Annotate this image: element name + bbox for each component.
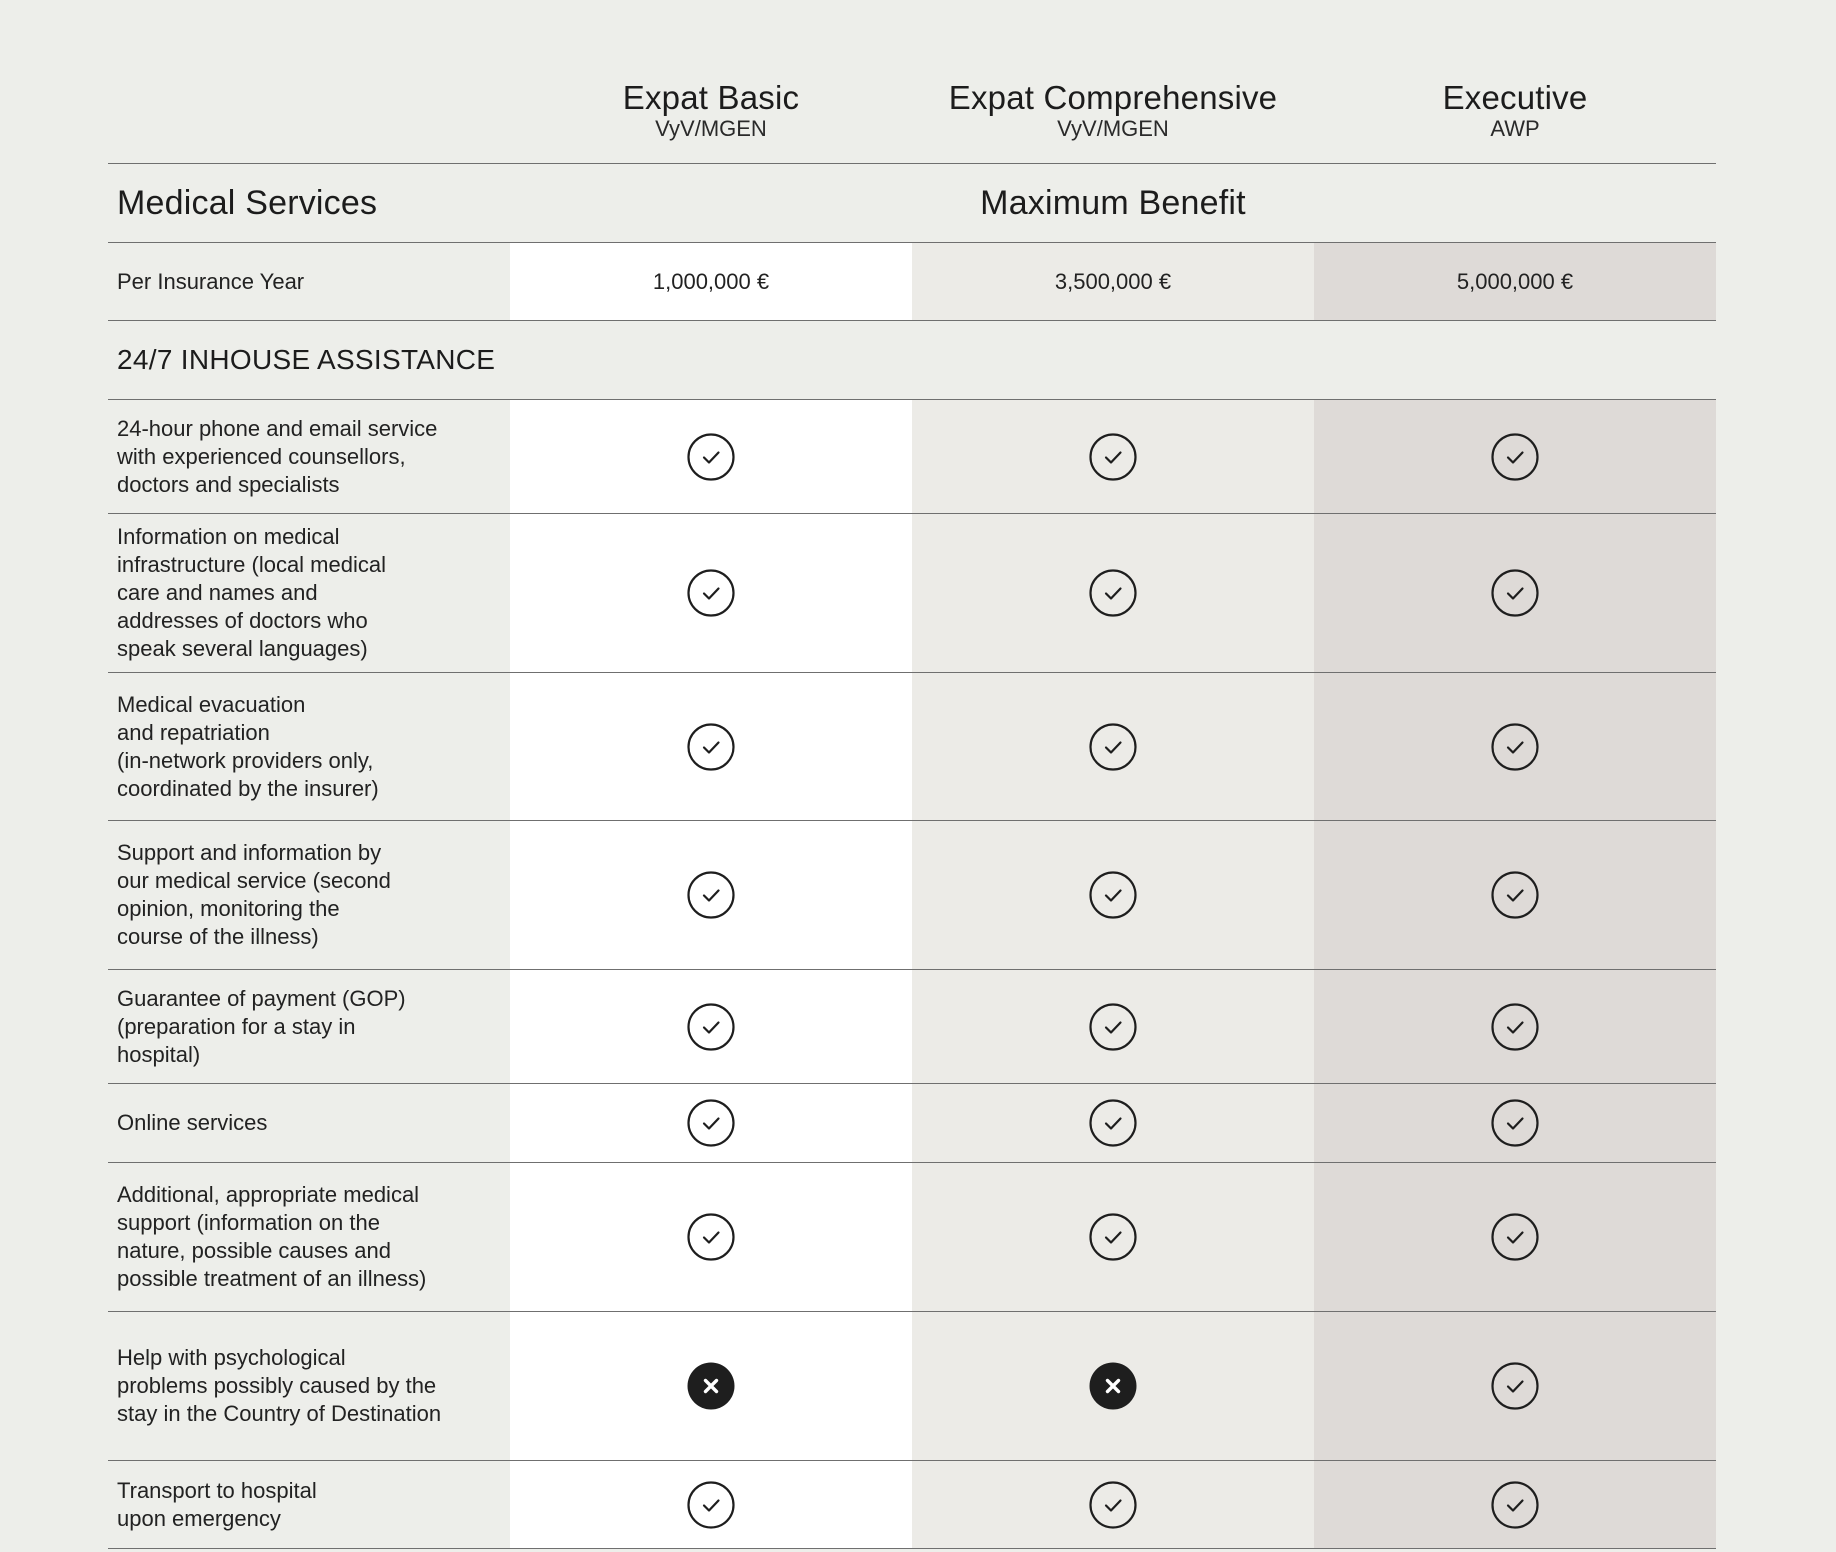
service-label: Medical evacuation and repatriation (in-network providers only, coordinated by the insurer) bbox=[117, 691, 379, 801]
check-circle-icon bbox=[1089, 1003, 1137, 1051]
coverage-cell-executive bbox=[1314, 970, 1716, 1083]
service-label: Guarantee of payment (GOP) (preparation for a stay in hospital) bbox=[117, 985, 406, 1067]
check-circle-icon bbox=[1089, 569, 1137, 617]
coverage-cell-expat-comprehensive bbox=[912, 821, 1314, 969]
check-circle-icon bbox=[1089, 1099, 1137, 1147]
service-row bbox=[108, 1084, 1716, 1163]
check-circle-icon bbox=[1491, 871, 1539, 919]
coverage-cell-executive bbox=[1314, 1084, 1716, 1162]
coverage-cell-expat-basic bbox=[510, 673, 912, 820]
coverage-cell-expat-comprehensive bbox=[912, 1461, 1314, 1548]
check-circle-icon bbox=[687, 569, 735, 617]
plan-provider: AWP bbox=[1490, 116, 1540, 141]
coverage-cell-expat-comprehensive bbox=[912, 970, 1314, 1083]
coverage-cell-expat-basic bbox=[510, 1312, 912, 1460]
check-circle-icon bbox=[1491, 569, 1539, 617]
benefit-value-expat-basic: 1,000,000 € bbox=[652, 268, 770, 294]
service-label: Transport to hospital upon emergency bbox=[117, 1477, 317, 1531]
service-label: Information on medical infrastructure (local medical care and names and addresses of doctors who speak several languages) bbox=[117, 524, 386, 661]
service-row bbox=[108, 821, 1716, 970]
plan-header-expat-basic bbox=[510, 0, 912, 163]
check-circle-icon bbox=[1089, 723, 1137, 771]
service-label: Help with psychological problems possibly caused by the stay in the Country of Destination bbox=[117, 1345, 442, 1426]
check-circle-icon bbox=[1089, 871, 1137, 919]
service-row bbox=[108, 1461, 1716, 1549]
service-label: Online services bbox=[117, 1110, 268, 1135]
max-benefit-heading: Maximum Benefit bbox=[980, 183, 1246, 222]
section-header-row bbox=[108, 164, 1716, 243]
coverage-cell-executive bbox=[1314, 1163, 1716, 1311]
coverage-cell-executive bbox=[1314, 514, 1716, 672]
check-circle-icon bbox=[1491, 1213, 1539, 1261]
check-circle-icon bbox=[687, 1481, 735, 1529]
coverage-cell-expat-comprehensive bbox=[912, 514, 1314, 672]
plan-name: Expat Basic bbox=[622, 79, 800, 116]
check-circle-icon bbox=[1491, 1099, 1539, 1147]
check-circle-icon bbox=[1491, 1362, 1539, 1410]
service-rows bbox=[108, 400, 1716, 1549]
coverage-cell-expat-comprehensive bbox=[912, 400, 1314, 513]
coverage-cell-expat-basic bbox=[510, 821, 912, 969]
plan-header-executive bbox=[1314, 0, 1716, 163]
service-label: Support and information by our medical service (second opinion, monitoring the course of the illness) bbox=[117, 840, 391, 949]
check-circle-icon bbox=[1491, 1481, 1539, 1529]
check-circle-icon bbox=[1491, 433, 1539, 481]
coverage-cell-executive bbox=[1314, 673, 1716, 820]
x-circle-icon bbox=[687, 1362, 735, 1410]
x-circle-icon bbox=[1089, 1362, 1137, 1410]
coverage-cell-expat-comprehensive bbox=[912, 673, 1314, 820]
check-circle-icon bbox=[1089, 1481, 1137, 1529]
coverage-cell-expat-basic bbox=[510, 1163, 912, 1311]
coverage-cell-expat-basic bbox=[510, 1461, 912, 1548]
plan-provider: VyV/MGEN bbox=[1057, 116, 1169, 141]
plan-provider: VyV/MGEN bbox=[655, 116, 767, 141]
check-circle-icon bbox=[687, 723, 735, 771]
coverage-cell-executive bbox=[1314, 821, 1716, 969]
service-row bbox=[108, 1312, 1716, 1461]
service-row bbox=[108, 1163, 1716, 1312]
service-row bbox=[108, 673, 1716, 821]
benefit-value-expat-comprehensive: 3,500,000 € bbox=[1054, 268, 1172, 294]
service-label: 24-hour phone and email service with experienced counsellors, doctors and specialists bbox=[117, 415, 438, 497]
check-circle-icon bbox=[687, 1099, 735, 1147]
per-year-row bbox=[108, 243, 1716, 321]
plan-name: Expat Comprehensive bbox=[948, 79, 1278, 116]
check-circle-icon bbox=[1491, 723, 1539, 771]
plan-header-expat-comprehensive bbox=[912, 0, 1314, 163]
coverage-cell-executive bbox=[1314, 1461, 1716, 1548]
group-header-row bbox=[108, 321, 1716, 400]
coverage-cell-expat-comprehensive bbox=[912, 1163, 1314, 1311]
coverage-cell-expat-basic bbox=[510, 400, 912, 513]
check-circle-icon bbox=[1491, 1003, 1539, 1051]
group-title: 24/7 INHOUSE ASSISTANCE bbox=[117, 344, 496, 375]
check-circle-icon bbox=[1089, 433, 1137, 481]
coverage-cell-executive bbox=[1314, 1312, 1716, 1460]
per-year-label: Per Insurance Year bbox=[117, 268, 305, 294]
service-row bbox=[108, 400, 1716, 514]
coverage-cell-expat-basic bbox=[510, 970, 912, 1083]
check-circle-icon bbox=[1089, 1213, 1137, 1261]
plan-name: Executive bbox=[1442, 79, 1588, 116]
benefit-value-executive: 5,000,000 € bbox=[1456, 268, 1574, 294]
check-circle-icon bbox=[687, 871, 735, 919]
service-row bbox=[108, 514, 1716, 673]
coverage-cell-expat-basic bbox=[510, 514, 912, 672]
section-title: Medical Services bbox=[117, 183, 378, 222]
service-label: Additional, appropriate medical support (information on the nature, possible causes and possible treatment of an illness) bbox=[117, 1182, 427, 1291]
coverage-cell-expat-comprehensive bbox=[912, 1084, 1314, 1162]
coverage-cell-executive bbox=[1314, 400, 1716, 513]
coverage-cell-expat-basic bbox=[510, 1084, 912, 1162]
comparison-table bbox=[108, 0, 1716, 1549]
service-row bbox=[108, 970, 1716, 1084]
header-spacer bbox=[108, 0, 510, 163]
check-circle-icon bbox=[687, 1003, 735, 1051]
coverage-cell-expat-comprehensive bbox=[912, 1312, 1314, 1460]
check-circle-icon bbox=[687, 1213, 735, 1261]
check-circle-icon bbox=[687, 433, 735, 481]
plan-header-row bbox=[108, 0, 1716, 164]
